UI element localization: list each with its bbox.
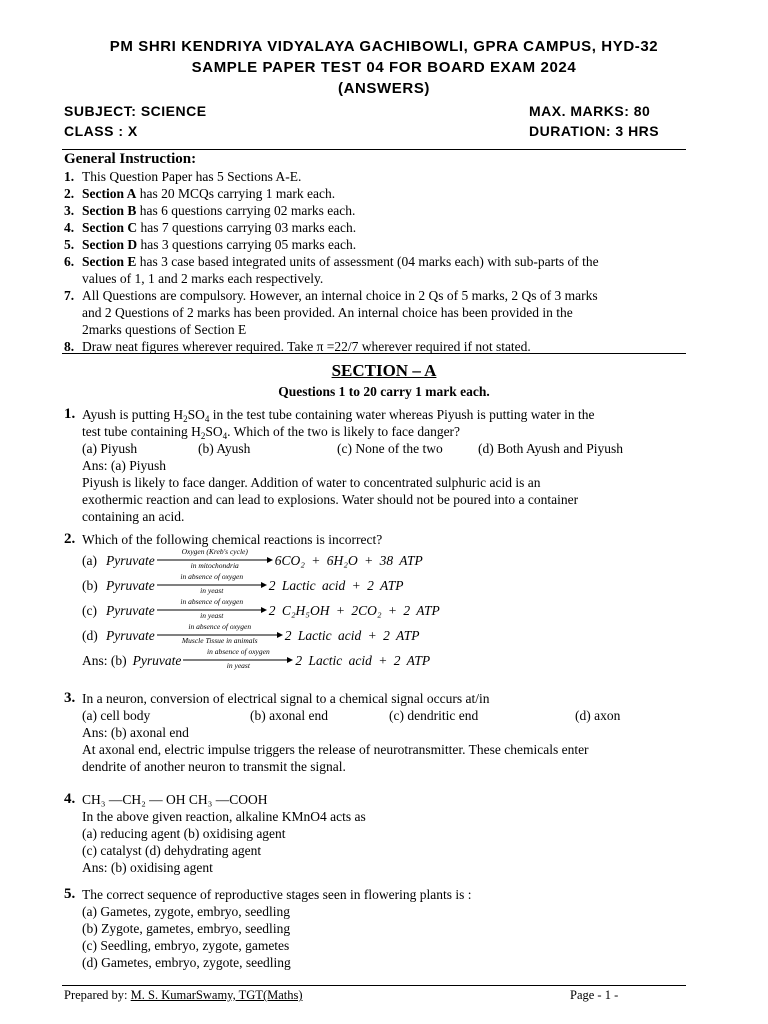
header-rule [62, 149, 686, 150]
reaction-arrow: Oxygen (Kreb's cycle) in mitochondria [157, 548, 273, 573]
prepared-by: Prepared by: M. S. KumarSwamy, TGT(Maths) [64, 988, 303, 1002]
section-title: SECTION – A [331, 361, 437, 380]
max-marks-label: MAX. MARKS: 80 [529, 103, 651, 119]
reaction-d: (d) Pyruvate in absence of oxygen Muscle Tissue in animals 2 Lactic acid + 2 ATP [64, 623, 690, 648]
instructions-rule [62, 353, 686, 354]
reaction-arrow: in absence of oxygen Muscle Tissue in animals [157, 623, 283, 648]
page-number: Page - 1 - [570, 988, 619, 1002]
instruction-item: 7. All Questions are compulsory. However, an internal choice in 2 Qs of 5 marks, 2 Qs of 3 marks and 2 Questions of 2 marks has been provided. An internal choice has been provided in the 2marks questions of Section E [64, 288, 598, 337]
answer: Ans: (b) axonal end [82, 725, 189, 740]
instruction-item: 3. Section B has 6 questions carrying 02 marks each. [64, 203, 356, 218]
question-4: 4. CH₃ —CH₂ — OH CH₃ —COOH In the above given reaction, alkaline KMnO4 acts as (a) reducing agent (b) oxidising agent (c) catalyst (d) dehydrating agent Ans: (b) oxidising agent [64, 791, 690, 876]
answers-label: (ANSWERS) [337, 80, 431, 97]
instructions-title: General Instruction: [64, 151, 197, 167]
duration-label: DURATION: 3 HRS [529, 123, 660, 139]
question-3: 3. In a neuron, conversion of electrical signal to a chemical signal occurs at/in (a) cell body (b) axonal end (c) dendritic end (d) axon Ans: (b) axonal end At axonal end, electric impulse triggers the release of neurotransmitter. These chemicals enter dendrite of another neuron to transmit the signal. [64, 690, 690, 775]
page-footer [62, 985, 686, 1002]
instruction-item: 8. Draw neat figures wherever required. Take π =22/7 wherever required if not stated. [64, 339, 531, 354]
instruction-item: 6. Section E has 3 case based integrated units of assessment (04 marks each) with sub-parts of the values of 1, 1 and 2 marks each respectively. [64, 254, 599, 286]
options: (a) cell body (b) axonal end (c) dendritic end (d) axon [82, 708, 621, 723]
reaction-arrow: in absence of oxygen in yeast [183, 648, 293, 673]
paper-title: SAMPLE PAPER TEST 04 FOR BOARD EXAM 2024 [191, 59, 577, 76]
section-subtitle: Questions 1 to 20 carry 1 mark each. [278, 384, 490, 399]
class-label: CLASS : X [64, 123, 138, 139]
question-number: 2. [64, 531, 76, 547]
subject-label: SUBJECT: SCIENCE [64, 103, 207, 119]
reaction-b: (b) Pyruvate in absence of oxygen in yeast 2 Lactic acid + 2 ATP [64, 573, 690, 598]
instruction-item: 1. This Question Paper has 5 Sections A-E. [64, 169, 302, 184]
instruction-item: 4. Section C has 7 questions carrying 03 marks each. [64, 220, 357, 235]
reaction-c: (c) Pyruvate in absence of oxygen in yeast 2 C₂H₅OH + 2CO₂ + 2 ATP [64, 598, 690, 623]
school-name: PM SHRI KENDRIYA VIDYALAYA GACHIBOWLI, GPRA CAMPUS, HYD-32 [109, 38, 659, 55]
answer: Ans: (b) Pyruvate in absence of oxygen in yeast 2 Lactic acid + 2 ATP [64, 648, 690, 673]
reaction-a: (a) Pyruvate Oxygen (Kreb's cycle) in mitochondria 6CO₂ + 6H₂O + 38 ATP [64, 548, 690, 573]
question-5: 5. The correct sequence of reproductive stages seen in flowering plants is : (a) Gametes, zygote, embryo, seedling (b) Zygote, gametes, embryo, seedling (c) Seedling, embryo, zygote, gametes (d) Gametes, embryo, zygote, seedling [64, 886, 472, 970]
answer: Ans: (a) Piyush [82, 458, 166, 473]
question-number: 3. [64, 690, 76, 706]
instruction-item: 5. Section D has 3 questions carrying 05 marks each. [64, 237, 357, 252]
question-1: 1. Ayush is putting $H_2SO_4$ in the test tube containing water whereas Piyush is putting water in the test tube containing $H_2SO_4$. Which of the two is likely to face danger? (a) Piyush (b) Ayush (c) None of the two (d) Both Ayush and Piyush Ans: (a) Piyush Piyush is likely to face danger. Addition of water to concentrated sulphuric acid is an exothermic reaction and can lead to explosions. Water should not be poured into a container containing an acid. [64, 406, 690, 525]
options: (a) Piyush (b) Ayush (c) None of the two (d) Both Ayush and Piyush [82, 441, 624, 456]
question-number: 4. [64, 791, 76, 807]
question-number: 1. [64, 406, 76, 422]
answer: Ans: (b) oxidising agent [82, 860, 213, 875]
reaction-arrow: in absence of oxygen in yeast [157, 598, 267, 623]
general-instructions [64, 151, 690, 355]
reaction-arrow: in absence of oxygen in yeast [157, 573, 267, 598]
question-number: 5. [64, 886, 76, 902]
question-2: 2. Which of the following chemical reactions is incorrect? (a) Pyruvate Oxygen (Kreb's cycle) in mitochondria 6CO₂ + 6H₂O + 38 ATP (b) Pyruvate in absence of oxygen in yeast 2 Lactic acid + 2 ATP (c) Pyruvate in absence of oxygen in yeast 2 C₂H₅OH + 2CO₂ + 2 ATP (d) Pyruvate in absence of oxygen Muscle Tissue in animals 2 Lactic acid + 2 ATP Ans: (b) Pyruvate in absence of oxygen in yeast 2 Lactic acid + 2 ATP [64, 531, 690, 673]
instruction-item: 2. Section A has 20 MCQs carrying 1 mark each. [64, 186, 336, 201]
